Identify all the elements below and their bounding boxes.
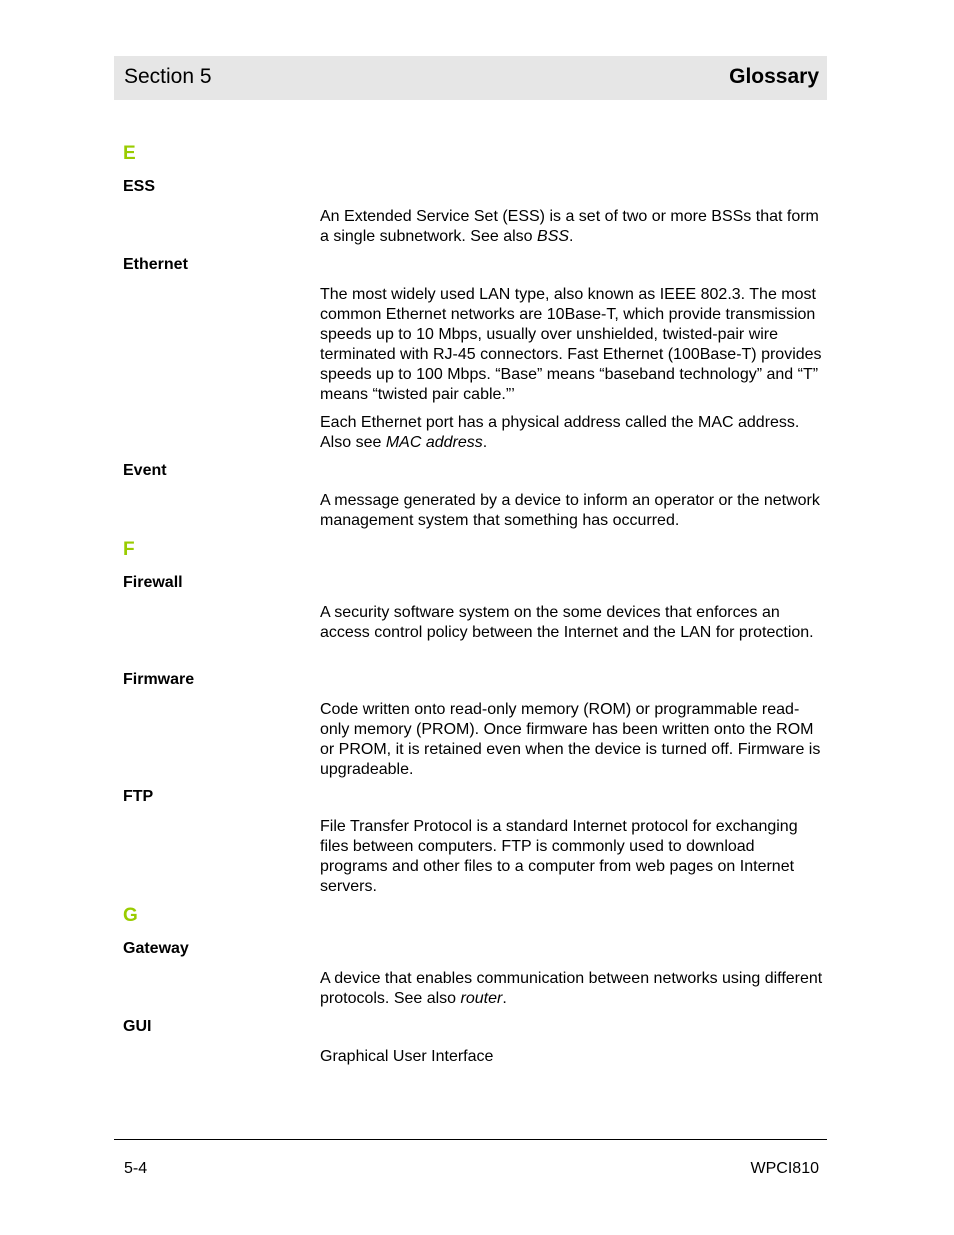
definition-text: .: [569, 228, 574, 245]
cross-reference: MAC address: [385, 434, 483, 451]
term-ethernet: Ethernet: [123, 256, 188, 273]
definition-ethernet-2: [320, 413, 825, 453]
definition-event: [320, 491, 825, 531]
letter-heading-e: E: [123, 143, 136, 164]
term-gui: GUI: [123, 1018, 152, 1035]
cross-reference: BSS: [537, 228, 570, 245]
definition-paragraph: The most widely used LAN type, also known as IEEE 802.3. The most common Ethernet networks are 10Base-T, which provide transmission speeds up to 10 Mbps, usually over unshielded, twisted-pair wire terminated with RJ-45 connectors. Fast Ethernet (100Base-T) provides speeds up to 100 Mbps. “Base” means “baseband technology” and “T” means “twisted pair cable.”’: [320, 286, 822, 403]
definition-gateway: [320, 969, 825, 1009]
term-firmware: Firmware: [123, 671, 195, 688]
definition-gui: [320, 1047, 825, 1067]
page-header: [114, 56, 827, 100]
definition-text: An Extended Service Set (ESS) is a set of two or more BSSs that form a single subnetwork. See also: [320, 208, 819, 245]
page-number: 5-4: [124, 1160, 148, 1177]
definition-ethernet: [320, 285, 825, 405]
definition-ftp: [320, 817, 825, 897]
definition-text: .: [482, 434, 488, 451]
section-label: Section 5: [124, 65, 212, 88]
definition-paragraph: Graphical User Interface: [320, 1048, 494, 1065]
term-ess: ESS: [123, 178, 156, 195]
page-title: Glossary: [729, 65, 819, 88]
term-firewall: Firewall: [123, 574, 183, 591]
definition-paragraph: File Transfer Protocol is a standard Internet protocol for exchanging files between computers. FTP is commonly used to download programs and other files to a computer from web pages on Internet servers.: [320, 818, 798, 895]
term-ftp: FTP: [123, 788, 154, 805]
definition-paragraph: Code written onto read-only memory (ROM) or programmable read-only memory (PROM). Once firmware has been written onto the ROM or PROM, it is retained even when the device is turned off. Firmware is upgradeable.: [320, 701, 821, 778]
definition-text: A device that enables communication between networks using different protocols. See also: [320, 970, 823, 1007]
definition-paragraph: A message generated by a device to inform an operator or the network management system that something has occurred.: [320, 492, 820, 529]
letter-heading-g: G: [123, 905, 138, 926]
footer-divider: [114, 1139, 827, 1140]
product-name: WPCI810: [750, 1160, 819, 1177]
cross-reference: router: [460, 990, 503, 1007]
term-gateway: Gateway: [123, 940, 189, 957]
definition-ess: [320, 207, 825, 247]
definition-text: Each Ethernet port has a physical address called the MAC address. Also see: [320, 414, 800, 451]
term-event: Event: [123, 462, 167, 479]
definition-firewall: [320, 603, 825, 643]
definition-firmware: [320, 700, 825, 780]
definition-paragraph: A security software system on the some devices that enforces an access control policy between the Internet and the LAN for protection.: [320, 604, 814, 641]
definition-text: .: [502, 990, 507, 1007]
letter-heading-f: F: [123, 539, 135, 560]
